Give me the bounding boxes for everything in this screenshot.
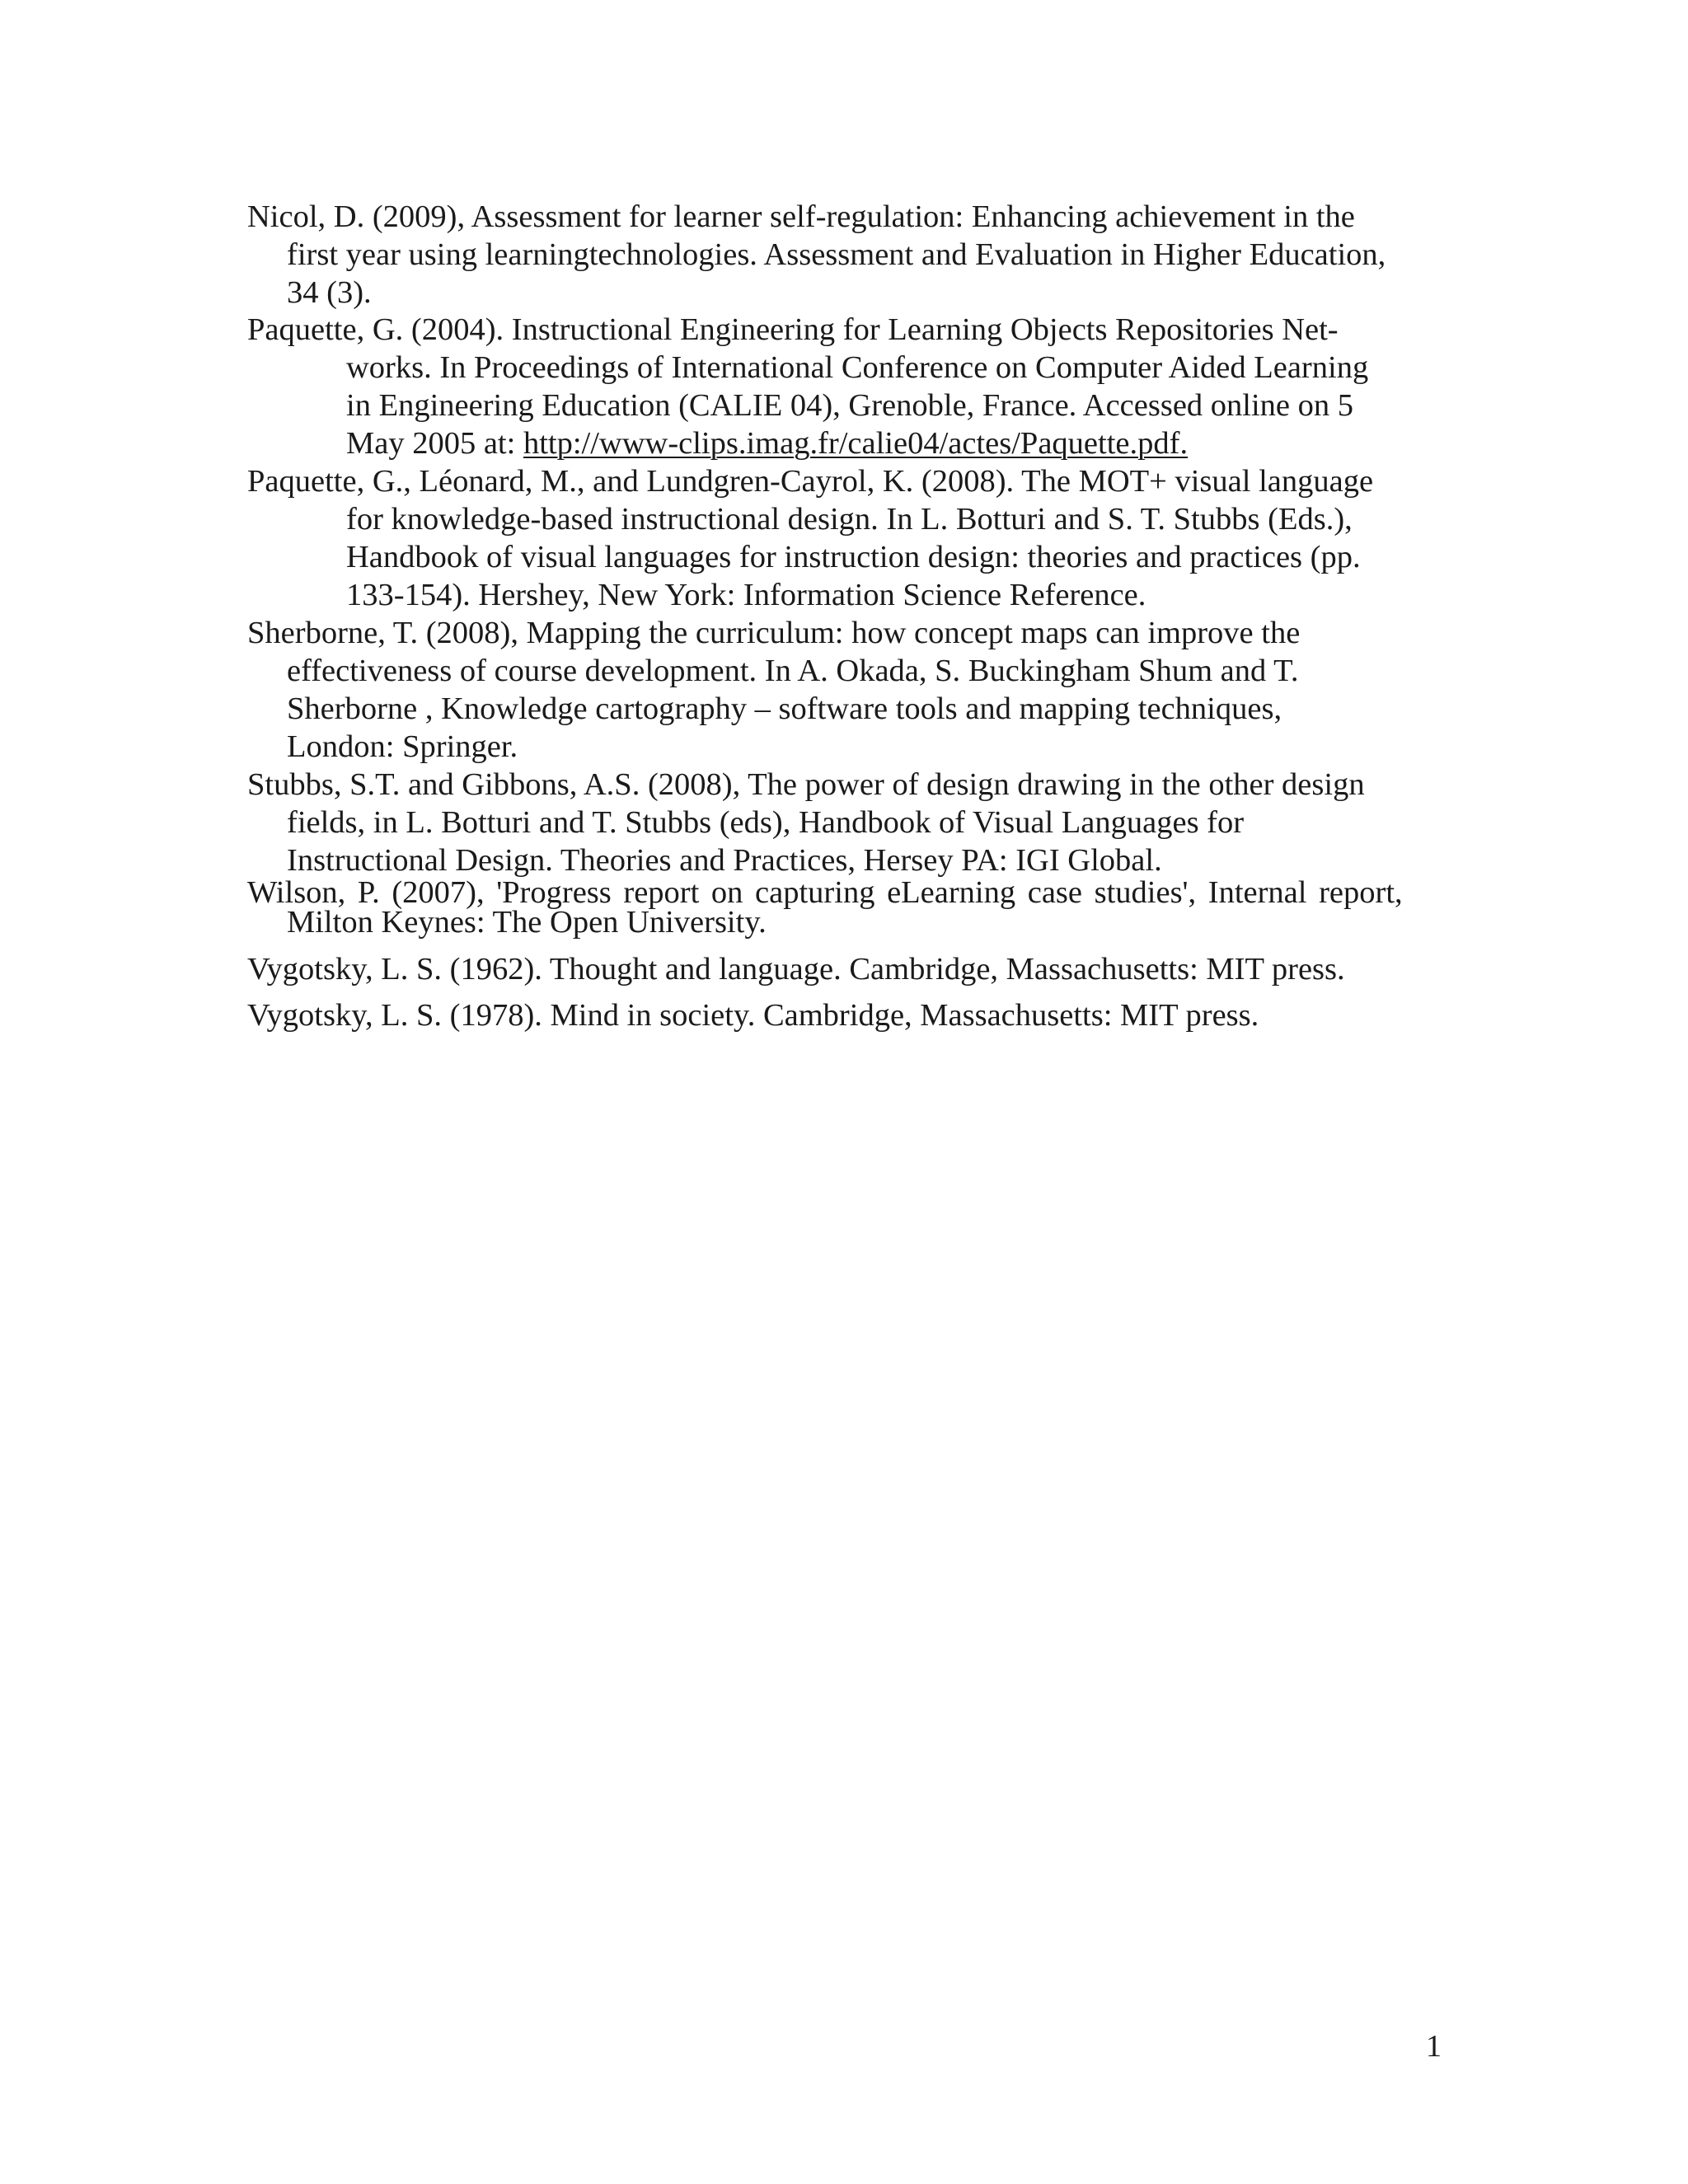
reference-line: Nicol, D. (2009), Assessment for learner self-regulation: Enhancing achievement in the (247, 199, 1355, 234)
reference-paquette-2008 (247, 462, 1373, 614)
reference-line: works. In Proceedings of International Conference on Computer Aided Learning (346, 350, 1369, 385)
reference-line: Paquette, G., Léonard, M., and Lundgren-Cayrol, K. (2008). The MOT+ visual language (247, 464, 1374, 499)
reference-stubbs-gibbons-2008 (247, 766, 1365, 879)
reference-line: Wilson, P. (2007), 'Progress report on capturing eLearning case studies', Internal report, (247, 875, 1403, 910)
reference-vygotsky-1962 (247, 950, 1345, 988)
reference-line: Sherborne, T. (2008), Mapping the curriculum: how concept maps can improve the (247, 616, 1301, 650)
reference-wilson-2007 (247, 875, 1403, 940)
reference-line: Stubbs, S.T. and Gibbons, A.S. (2008), The power of design drawing in the other design (247, 767, 1365, 802)
reference-line: in Engineering Education (CALIE 04), Grenoble, France. Accessed online on 5 (346, 388, 1354, 423)
reference-paquette-2004 (247, 311, 1368, 462)
reference-vygotsky-1978 (247, 996, 1259, 1034)
reference-nicol-2009 (247, 198, 1386, 312)
paquette-pdf-link[interactable]: http://www-clips.imag.fr/calie04/actes/Paquette.pdf. (523, 426, 1189, 461)
reference-line (247, 424, 1368, 462)
reference-sherborne-2008 (247, 614, 1300, 766)
reference-line-prefix: May 2005 at: (346, 426, 523, 461)
reference-line: effectiveness of course development. In A. Okada, S. Buckingham Shum and T. (287, 654, 1299, 688)
reference-line: Vygotsky, L. S. (1978). Mind in society. Cambridge, Massachusetts: MIT press. (247, 998, 1259, 1033)
page-number: 1 (1426, 2029, 1442, 2064)
reference-line: Instructional Design. Theories and Practices, Hersey PA: IGI Global. (287, 843, 1162, 878)
reference-line: first year using learningtechnologies. Assessment and Evaluation in Higher Education, (287, 237, 1386, 272)
reference-line: Handbook of visual languages for instruction design: theories and practices (pp. (346, 540, 1361, 574)
reference-line: Paquette, G. (2004). Instructional Engineering for Learning Objects Repositories Net- (247, 312, 1339, 347)
reference-line: Milton Keynes: The Open University. (287, 905, 767, 940)
reference-line: for knowledge-based instructional design. In L. Botturi and S. T. Stubbs (Eds.), (346, 502, 1353, 537)
reference-line: Sherborne , Knowledge cartography – software tools and mapping techniques, (287, 691, 1282, 726)
reference-line: 34 (3). (287, 275, 372, 310)
reference-line: Vygotsky, L. S. (1962). Thought and language. Cambridge, Massachusetts: MIT press. (247, 952, 1345, 987)
reference-line: London: Springer. (287, 729, 518, 764)
reference-line: 133-154). Hershey, New York: Information Science Reference. (346, 578, 1146, 612)
reference-line: fields, in L. Botturi and T. Stubbs (eds), Handbook of Visual Languages for (287, 805, 1245, 840)
